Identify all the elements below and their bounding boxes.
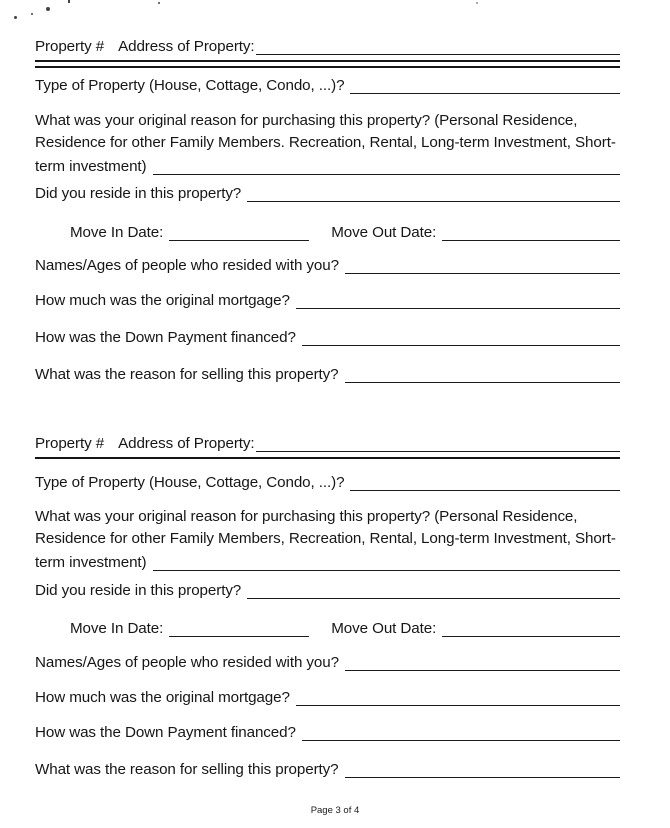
section-divider-rule	[35, 60, 620, 62]
selling-reason-row	[35, 761, 620, 779]
original-mortgage-label: How much was the original mortgage?	[35, 292, 290, 309]
type-of-property-row	[35, 474, 620, 492]
property-header-row	[35, 435, 620, 453]
purchase-reason-paragraph	[35, 506, 620, 572]
names-ages-row	[35, 257, 620, 275]
move-in-date-label: Move In Date:	[70, 224, 164, 241]
reside-row	[35, 185, 620, 203]
move-in-answer-line	[169, 635, 309, 637]
property-header-row	[35, 38, 620, 56]
reside-answer-line	[247, 597, 620, 599]
move-in-answer-line	[169, 239, 309, 241]
move-dates-row	[70, 620, 620, 638]
move-dates-row	[70, 224, 620, 242]
move-out-answer-line	[442, 635, 620, 637]
scan-artifact	[476, 2, 478, 4]
down-payment-answer-line	[302, 344, 620, 346]
names-ages-answer-line	[345, 669, 620, 671]
original-mortgage-row	[35, 292, 620, 310]
type-answer-line	[350, 92, 620, 94]
move-out-date-label: Move Out Date:	[331, 620, 437, 637]
type-of-property-label: Type of Property (House, Cottage, Condo, ...)?	[35, 77, 345, 94]
address-answer-line	[256, 53, 620, 55]
names-ages-answer-line	[345, 272, 620, 274]
address-of-property-label: Address of Property:	[118, 435, 255, 452]
scan-artifact	[46, 7, 50, 11]
purchase-reason-line3: term investment)	[35, 158, 147, 175]
scan-artifact	[31, 13, 33, 15]
section-divider-rule	[35, 457, 620, 459]
reside-answer-line	[247, 200, 620, 202]
original-mortgage-answer-line	[296, 704, 620, 706]
type-of-property-row	[35, 77, 620, 95]
names-ages-label: Names/Ages of people who resided with you?	[35, 257, 339, 274]
purchase-reason-paragraph	[35, 110, 620, 176]
scan-artifact	[68, 0, 70, 3]
down-payment-answer-line	[302, 739, 620, 741]
address-of-property-label: Address of Property:	[118, 38, 255, 55]
move-out-date-label: Move Out Date:	[331, 224, 437, 241]
names-ages-row	[35, 654, 620, 672]
scan-artifact	[158, 2, 160, 4]
down-payment-row	[35, 329, 620, 347]
original-mortgage-answer-line	[296, 307, 620, 309]
selling-reason-answer-line	[345, 381, 620, 383]
purchase-reason-answer-line	[153, 173, 621, 175]
original-mortgage-label: How much was the original mortgage?	[35, 689, 290, 706]
address-answer-line	[256, 450, 620, 452]
selling-reason-label: What was the reason for selling this property?	[35, 761, 339, 778]
selling-reason-row	[35, 366, 620, 384]
page-number-footer: Page 3 of 4	[310, 805, 360, 816]
reside-row	[35, 582, 620, 600]
down-payment-label: How was the Down Payment financed?	[35, 329, 296, 346]
selling-reason-label: What was the reason for selling this property?	[35, 366, 339, 383]
selling-reason-answer-line	[345, 776, 620, 778]
property-number-label: Property #	[35, 435, 105, 452]
move-in-date-label: Move In Date:	[70, 620, 164, 637]
property-number-label: Property #	[35, 38, 105, 55]
purchase-reason-line2: Residence for other Family Members, Recreation, Rental, Long-term Investment, Short-	[35, 530, 616, 547]
reside-label: Did you reside in this property?	[35, 582, 242, 599]
down-payment-label: How was the Down Payment financed?	[35, 724, 296, 741]
purchase-reason-line1: What was your original reason for purchasing this property? (Personal Residence,	[35, 508, 578, 525]
names-ages-label: Names/Ages of people who resided with you?	[35, 654, 339, 671]
purchase-reason-line3: term investment)	[35, 554, 147, 571]
original-mortgage-row	[35, 689, 620, 707]
down-payment-row	[35, 724, 620, 742]
type-of-property-label: Type of Property (House, Cottage, Condo, ...)?	[35, 474, 345, 491]
move-out-answer-line	[442, 239, 620, 241]
section-divider-rule-secondary	[35, 66, 620, 68]
purchase-reason-line2: Residence for other Family Members. Recreation, Rental, Long-term Investment, Short-	[35, 134, 616, 151]
purchase-reason-line1: What was your original reason for purchasing this property? (Personal Residence,	[35, 112, 578, 129]
purchase-reason-answer-line	[153, 569, 621, 571]
scan-artifact	[14, 16, 17, 19]
reside-label: Did you reside in this property?	[35, 185, 242, 202]
type-answer-line	[350, 489, 620, 491]
